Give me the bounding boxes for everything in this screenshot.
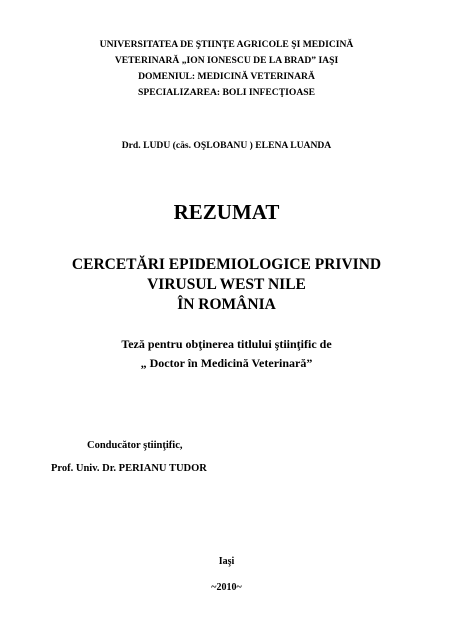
author-name: Drd. LUDU (căs. OŞLOBANU ) ELENA LUANDA: [121, 140, 332, 151]
thesis-line-1: Teză pentru obţinerea titlului ştiinţific de: [121, 337, 332, 351]
header-line-2: VETERINARĂ „ION IONESCU DE LA BRAD” IAŞI: [114, 55, 339, 66]
subject-line-2: VIRUSUL WEST NILE: [147, 276, 306, 293]
thesis-line-2: „ Doctor în Medicină Veterinară”: [140, 356, 313, 370]
place-label: Iaşi: [218, 556, 235, 567]
year-label: ~2010~: [211, 582, 242, 593]
supervisor-name: Prof. Univ. Dr. PERIANU TUDOR: [51, 463, 207, 474]
header-line-4: SPECIALIZAREA: BOLI INFECŢIOASE: [138, 87, 315, 98]
supervisor-label: Conducător ştiinţific,: [87, 440, 183, 451]
subject-line-3: ÎN ROMÂNIA: [177, 296, 276, 313]
subject-line-1: CERCETĂRI EPIDEMIOLOGICE PRIVIND: [71, 256, 382, 273]
document-type-title: REZUMAT: [173, 200, 280, 224]
header-line-3: DOMENIUL: MEDICINĂ VETERINARĂ: [138, 71, 315, 82]
header-line-1: UNIVERSITATEA DE ŞTIINŢE AGRICOLE ŞI MEDICINĂ: [99, 39, 354, 50]
